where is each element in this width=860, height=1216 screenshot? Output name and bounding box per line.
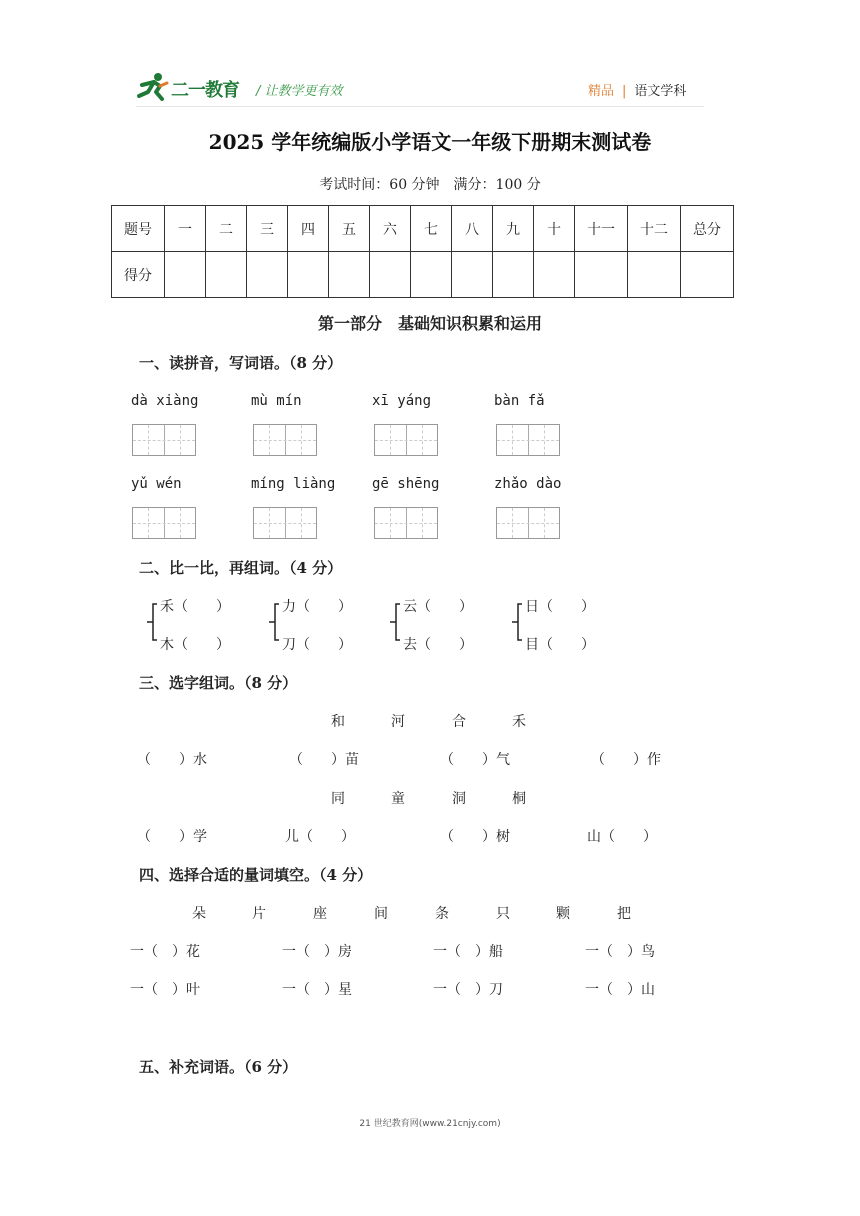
writing-grid[interactable] <box>253 507 317 539</box>
measure-word: 只 <box>496 906 510 922</box>
score-input-cell[interactable] <box>288 252 329 298</box>
measure-word: 把 <box>617 906 631 922</box>
question-3-title: 三、选字组词。（8 分） <box>139 674 298 692</box>
badge-quality: 精品 <box>588 84 615 99</box>
table-cell: 十二 <box>628 206 681 252</box>
compare-bottom: 目（ ） <box>525 637 595 653</box>
score-table <box>111 205 734 298</box>
badge-subject: 语文学科 <box>634 84 687 99</box>
compare-top: 日（ ） <box>525 599 595 615</box>
pinyin-label: xī yáng <box>372 393 432 409</box>
pinyin-label: gē shēng <box>372 476 440 492</box>
table-row-question-numbers <box>112 206 734 252</box>
writing-grid[interactable] <box>374 507 438 539</box>
table-row-scores <box>112 252 734 298</box>
fill-blank[interactable]: 一（ ）花 <box>130 944 200 960</box>
logo <box>136 72 244 102</box>
brace-icon <box>511 602 523 642</box>
part-title: 第一部分 基础知识积累和运用 <box>317 314 542 333</box>
runner-logo-icon <box>136 72 170 102</box>
score-input-cell[interactable] <box>165 252 206 298</box>
writing-grid[interactable] <box>374 424 438 456</box>
pinyin-label: mù mín <box>251 393 302 409</box>
option-char: 桐 <box>512 791 526 807</box>
fill-blank[interactable]: （ ）苗 <box>289 752 359 768</box>
fill-blank[interactable]: 儿（ ） <box>285 829 355 845</box>
subject-badge <box>588 80 686 99</box>
score-input-cell[interactable] <box>534 252 575 298</box>
measure-word: 颗 <box>556 906 570 922</box>
fill-blank[interactable]: 一（ ）船 <box>433 944 503 960</box>
writing-grid[interactable] <box>496 424 560 456</box>
question-2-title: 二、比一比，再组词。（4 分） <box>139 559 343 577</box>
fill-blank[interactable]: 一（ ）房 <box>282 944 352 960</box>
table-cell: 五 <box>329 206 370 252</box>
measure-word: 朵 <box>192 906 206 922</box>
option-char: 同 <box>331 791 345 807</box>
measure-word: 座 <box>313 906 327 922</box>
score-input-cell[interactable] <box>575 252 628 298</box>
table-cell: 三 <box>247 206 288 252</box>
table-cell: 总分 <box>681 206 734 252</box>
fill-blank[interactable]: 一（ ）鸟 <box>585 944 655 960</box>
brace-icon <box>146 602 158 642</box>
fill-blank[interactable]: 山（ ） <box>587 829 657 845</box>
badge-separator: | <box>622 84 627 99</box>
score-input-cell[interactable] <box>681 252 734 298</box>
measure-word: 间 <box>374 906 388 922</box>
fill-blank[interactable]: （ ）学 <box>137 829 207 845</box>
compare-bottom: 木（ ） <box>160 637 230 653</box>
brace-icon <box>389 602 401 642</box>
footer-source: 21 世纪教育网(www.21cnjy.com) <box>359 1119 501 1129</box>
score-input-cell[interactable] <box>370 252 411 298</box>
table-cell: 七 <box>411 206 452 252</box>
exam-info: 考试时间：60 分钟 满分：100 分 <box>319 177 541 193</box>
compare-top: 禾（ ） <box>160 599 230 615</box>
fill-blank[interactable]: （ ）树 <box>440 829 510 845</box>
table-cell: 十 <box>534 206 575 252</box>
table-cell: 九 <box>493 206 534 252</box>
brace-icon <box>268 602 280 642</box>
score-input-cell[interactable] <box>329 252 370 298</box>
compare-top: 云（ ） <box>403 599 473 615</box>
score-input-cell[interactable] <box>452 252 493 298</box>
pinyin-label: dà xiàng <box>131 393 199 409</box>
header-divider <box>136 106 704 107</box>
table-header-cell: 题号 <box>112 206 165 252</box>
fill-blank[interactable]: 一（ ）刀 <box>433 982 503 998</box>
writing-grid[interactable] <box>253 424 317 456</box>
option-char: 合 <box>452 714 466 730</box>
fill-blank[interactable]: 一（ ）山 <box>585 982 655 998</box>
pinyin-label: zhǎo dào <box>494 476 562 492</box>
option-char: 和 <box>331 714 345 730</box>
compare-bottom: 刀（ ） <box>282 637 352 653</box>
score-input-cell[interactable] <box>206 252 247 298</box>
score-input-cell[interactable] <box>411 252 452 298</box>
score-input-cell[interactable] <box>247 252 288 298</box>
table-cell: 四 <box>288 206 329 252</box>
writing-grid[interactable] <box>132 507 196 539</box>
compare-bottom: 去（ ） <box>403 637 473 653</box>
writing-grid[interactable] <box>132 424 196 456</box>
logo-text: 二一教育 <box>171 80 239 101</box>
table-cell: 一 <box>165 206 206 252</box>
option-char: 河 <box>391 714 405 730</box>
page-title: 2025 学年统编版小学语文一年级下册期末测试卷 <box>208 130 652 154</box>
fill-blank[interactable]: 一（ ）叶 <box>130 982 200 998</box>
question-4-title: 四、选择合适的量词填空。（4 分） <box>139 866 373 884</box>
score-input-cell[interactable] <box>628 252 681 298</box>
question-5-title: 五、补充词语。（6 分） <box>139 1058 298 1076</box>
fill-blank[interactable]: （ ）气 <box>440 752 510 768</box>
pinyin-label: bàn fǎ <box>494 393 545 409</box>
slogan: / 让教学更有效 <box>256 84 343 99</box>
table-cell: 六 <box>370 206 411 252</box>
fill-blank[interactable]: （ ）作 <box>591 752 661 768</box>
option-char: 童 <box>391 791 405 807</box>
measure-word: 条 <box>435 906 449 922</box>
pinyin-label: míng liàng <box>251 476 336 492</box>
measure-word: 片 <box>252 906 266 922</box>
table-cell: 十一 <box>575 206 628 252</box>
table-cell: 八 <box>452 206 493 252</box>
writing-grid[interactable] <box>496 507 560 539</box>
table-header-cell: 得分 <box>112 252 165 298</box>
fill-blank[interactable]: 一（ ）星 <box>282 982 352 998</box>
question-1-title: 一、读拼音，写词语。（8 分） <box>139 354 343 372</box>
pinyin-label: yǔ wén <box>131 476 182 492</box>
compare-top: 力（ ） <box>282 599 352 615</box>
score-input-cell[interactable] <box>493 252 534 298</box>
option-char: 洞 <box>452 791 466 807</box>
option-char: 禾 <box>512 714 526 730</box>
table-cell: 二 <box>206 206 247 252</box>
fill-blank[interactable]: （ ）水 <box>137 752 207 768</box>
